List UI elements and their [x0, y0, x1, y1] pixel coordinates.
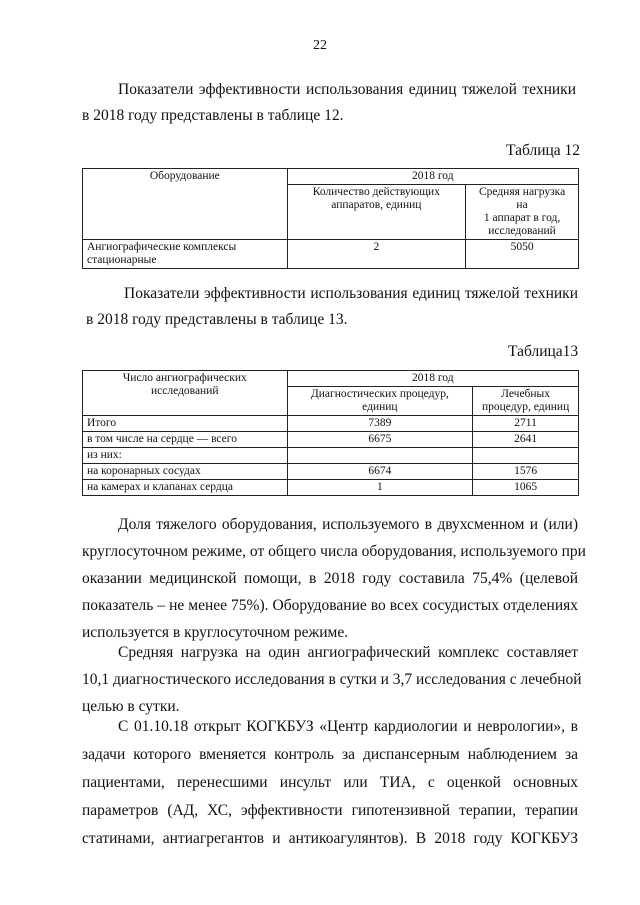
body-paragraph-1 [82, 511, 586, 646]
text-line: Доля тяжелого оборудования, используемого в двухсменном и (или) [118, 516, 578, 533]
header-line: исследований [488, 225, 556, 237]
table-row [83, 432, 579, 448]
text-line: 10,1 диагностического исследования в сутки и 3,7 исследования с лечебной [82, 671, 582, 688]
cell-diagnostic: 6674 [287, 464, 473, 480]
header-line: аппаратов, единиц [331, 199, 422, 211]
cell-diagnostic: 7389 [287, 416, 473, 432]
row-label: в том числе на сердце — всего [83, 432, 288, 448]
text-line: целью в сутки. [82, 698, 180, 715]
text-line: показатель – не менее 75%). Оборудование во всех сосудистых отделениях [82, 597, 578, 614]
cell-diagnostic: 1 [287, 480, 473, 496]
header-number [83, 371, 288, 416]
body-paragraph-3 [82, 713, 578, 853]
body-paragraph-2 [82, 639, 582, 720]
text-line: Средняя нагрузка на один ангиографический комплекс составляет [118, 644, 578, 661]
text-line: круглосуточном режиме, от общего числа оборудования, используемого при [82, 543, 586, 560]
header-line: Количество действующих [312, 186, 440, 198]
text-line: Показатели эффективности использования единиц тяжелой техники [118, 81, 576, 98]
text-line: С 01.10.18 открыт КОГКБУЗ «Центр кардиологии и неврологии», в [118, 718, 578, 735]
header-line: исследований [151, 385, 219, 397]
table-row [83, 448, 579, 464]
header-line: процедур, единиц [481, 401, 570, 413]
cell-treatment: 1576 [473, 464, 579, 480]
cell-diagnostic: 6675 [287, 432, 473, 448]
header-year: 2018 год [287, 371, 578, 387]
header-line: Средняя нагрузка [478, 186, 566, 198]
header-count [287, 185, 466, 240]
header-line: на [516, 199, 528, 211]
text-line: пациентами, перенесшими инсульт или ТИА, с оценкой основных [82, 774, 578, 791]
cell-treatment: 2641 [473, 432, 579, 448]
cell-load: 5050 [466, 240, 579, 269]
table-13 [82, 370, 579, 496]
cell-line: Ангиографические комплексы [87, 241, 237, 253]
header-line: 1 аппарат в год, [483, 212, 561, 224]
text-line: Показатели эффективности использования единиц тяжелой техники [124, 285, 578, 302]
header-diagnostic [287, 387, 473, 416]
table-13-caption: Таблица13 [508, 343, 579, 360]
table-12 [82, 168, 579, 269]
table-row [83, 240, 579, 269]
header-year: 2018 год [287, 169, 578, 185]
cell-count: 2 [287, 240, 466, 269]
header-line: Лечебных [501, 388, 551, 400]
row-label: на камерах и клапанах сердца [83, 480, 288, 496]
header-line: Диагностических процедур, [310, 388, 449, 400]
cell-treatment [473, 448, 579, 464]
text-line: в 2018 году представлены в таблице 12. [82, 107, 344, 124]
page-number: 22 [313, 38, 327, 53]
text-line: оказании медицинской помощи, в 2018 году составила 75,4% (целевой [82, 570, 578, 587]
cell-line: стационарные [87, 254, 157, 266]
header-line: единиц [362, 401, 398, 413]
text-line: задачи которого вменяется контроль за диспансерным наблюдением за [82, 746, 578, 763]
cell-equipment-name [83, 240, 288, 269]
header-treatment [473, 387, 579, 416]
cell-treatment: 2711 [473, 416, 579, 432]
table-row [83, 464, 579, 480]
header-equipment: Оборудование [83, 169, 288, 240]
table-row [83, 416, 579, 432]
cell-diagnostic [287, 448, 473, 464]
row-label: на коронарных сосудах [83, 464, 288, 480]
cell-treatment: 1065 [473, 480, 579, 496]
text-line: статинами, антиагрегантов и антикоагулянтов). В 2018 году КОГКБУЗ [82, 830, 578, 847]
header-load [466, 185, 579, 240]
row-label: из них: [83, 448, 288, 464]
table-12-caption: Таблица 12 [506, 142, 581, 159]
table-row [83, 480, 579, 496]
text-line: в 2018 году представлены в таблице 13. [86, 311, 348, 328]
intro-paragraph-2 [86, 281, 578, 333]
text-line: параметров (АД, ХС, эффективности гипотензивной терапии, терапии [82, 802, 578, 819]
header-line: Число ангиографических [122, 372, 247, 384]
row-label: Итого [83, 416, 288, 432]
text-line: используется в круглосуточном режиме. [82, 624, 349, 641]
intro-paragraph-1 [82, 77, 576, 129]
